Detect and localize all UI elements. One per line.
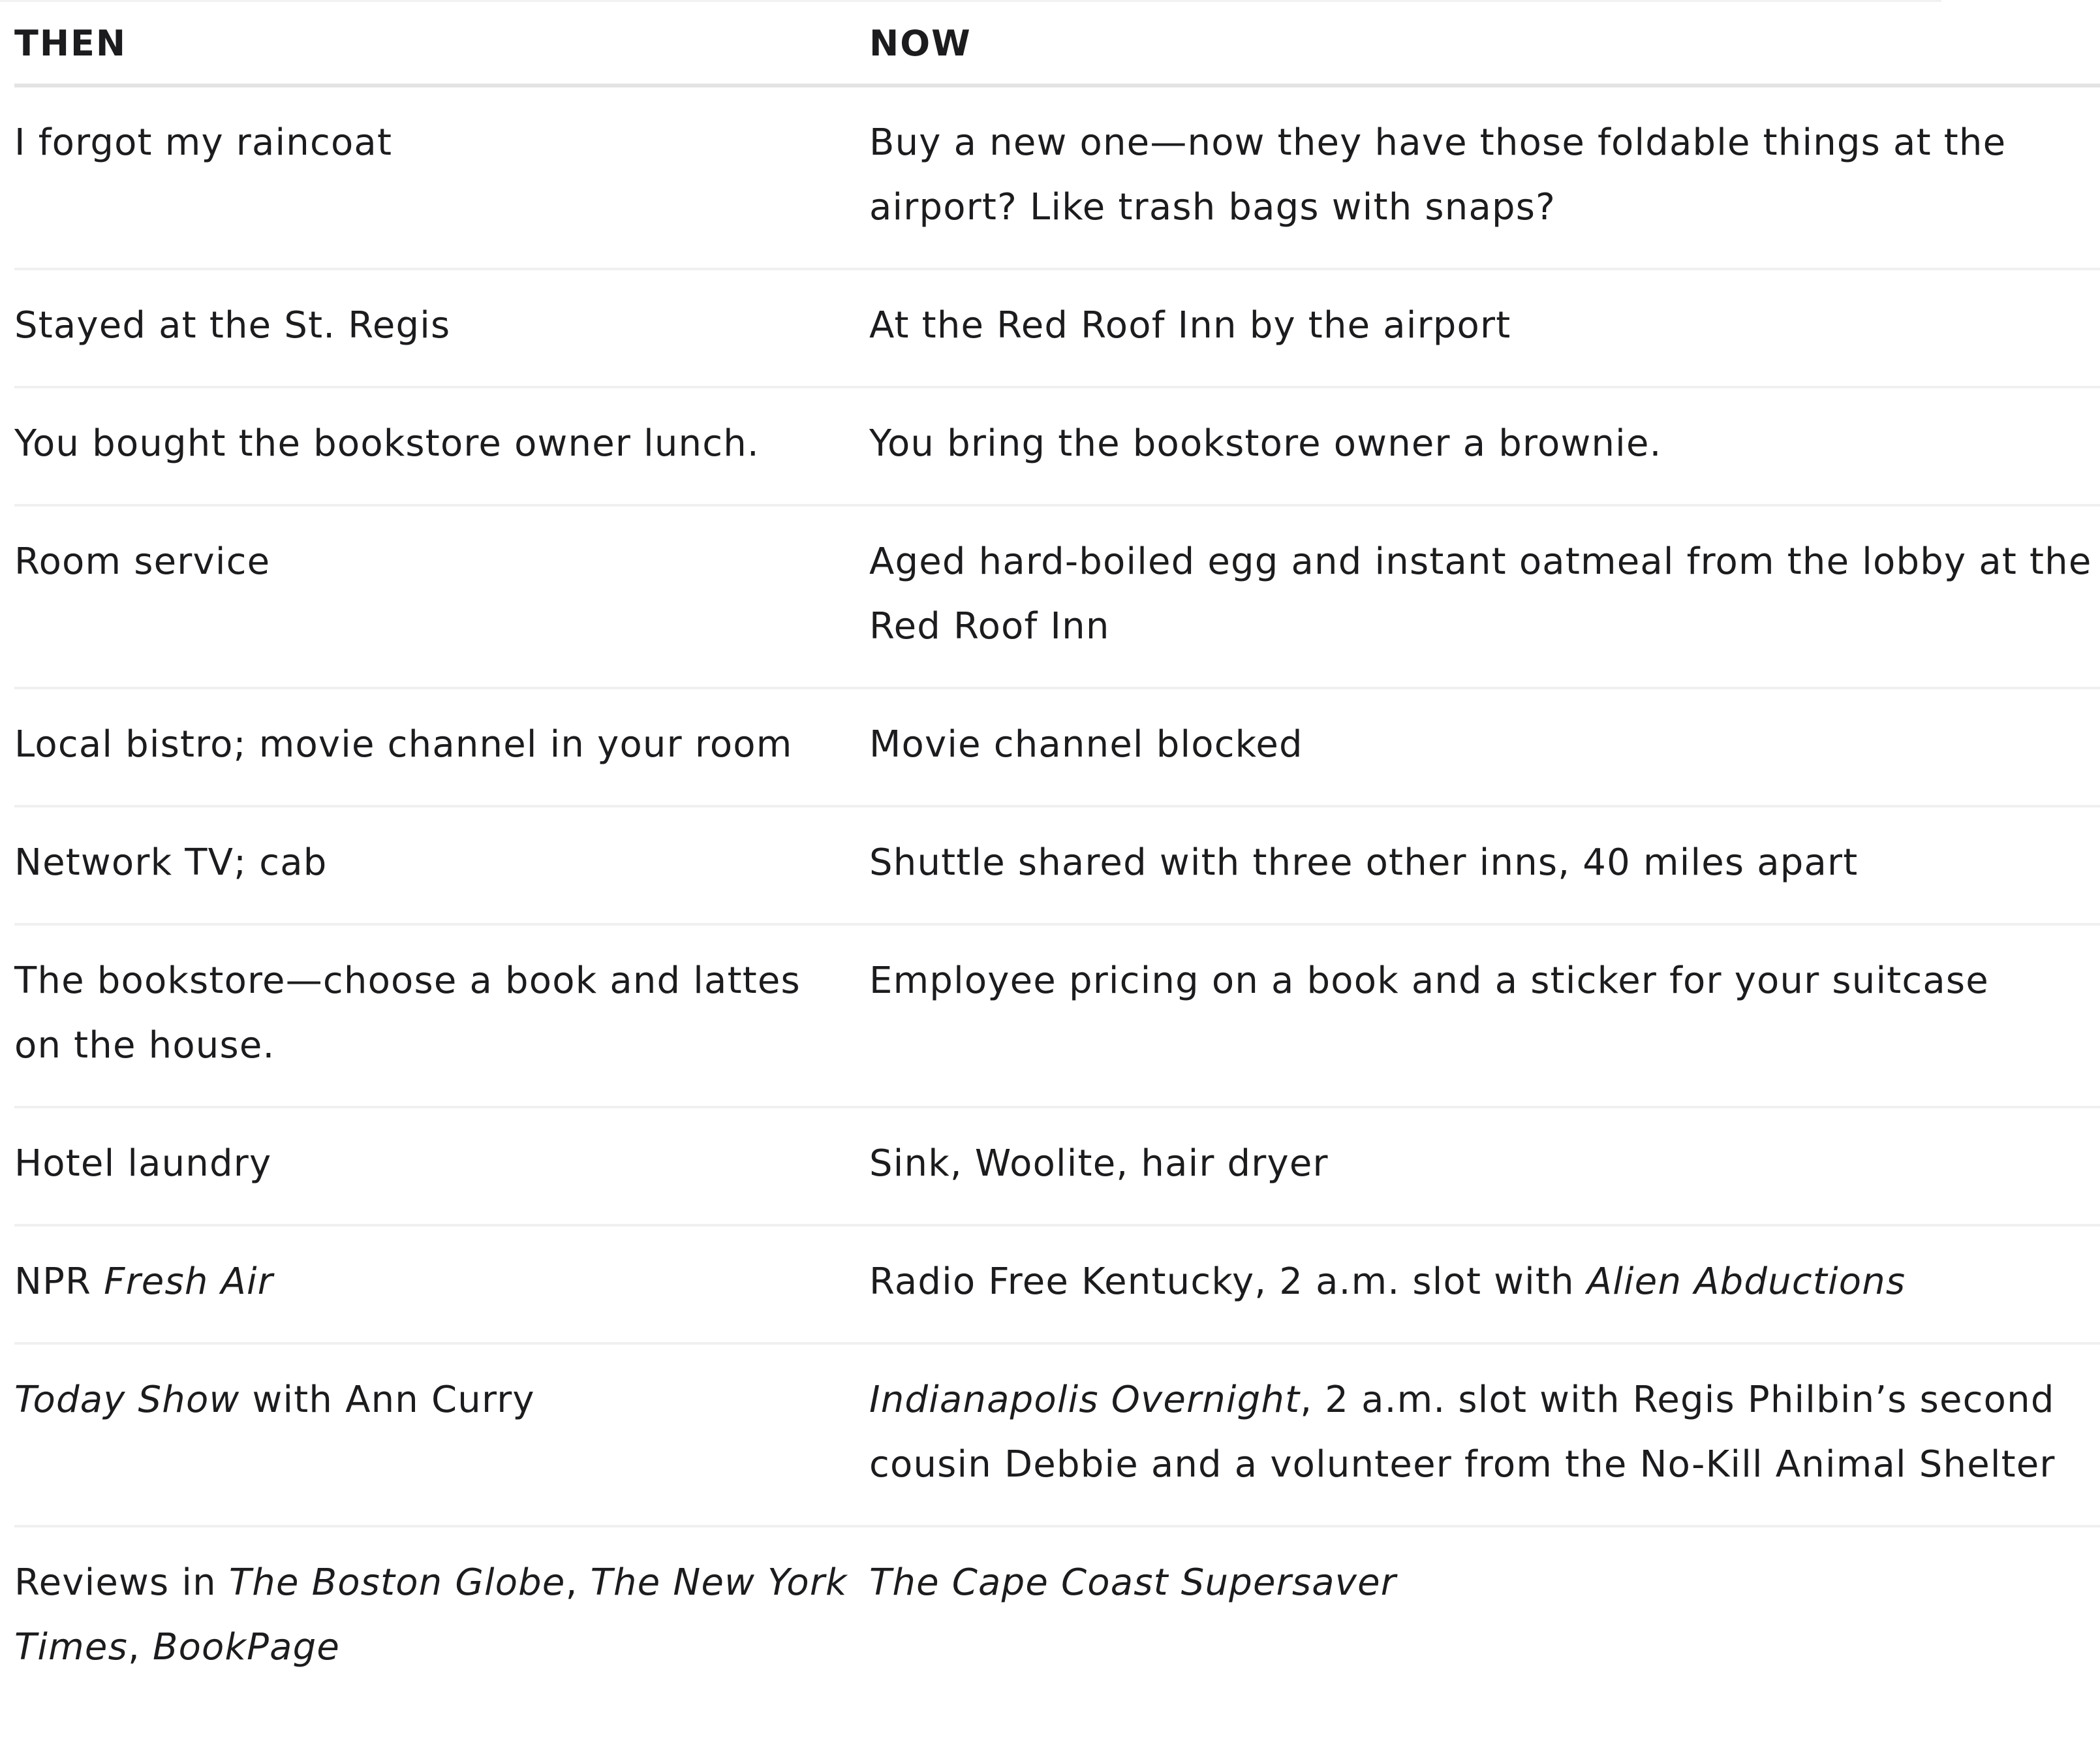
cell-text: Room service: [14, 540, 271, 583]
table-row: [14, 87, 2100, 270]
cell-text: Movie channel blocked: [869, 723, 1303, 766]
cell-then: [14, 807, 869, 923]
cell-now: [869, 507, 2100, 687]
cell-text: You bought the bookstore owner lunch.: [14, 422, 760, 465]
table-row: [14, 1227, 2100, 1345]
cell-text: ,: [127, 1626, 153, 1668]
cell-text: Network TV; cab: [14, 841, 328, 884]
table-row: [14, 1345, 2100, 1527]
table-row: [14, 1108, 2100, 1227]
cell-now: [869, 926, 2100, 1106]
cell-text: You bring the bookstore owner a brownie.: [869, 422, 1662, 465]
italic-text: Fresh Air: [104, 1260, 274, 1303]
italic-text: BookPage: [152, 1626, 341, 1668]
cell-then: [14, 270, 869, 386]
cell-text: I forgot my raincoat: [14, 121, 393, 164]
cell-text: NPR: [14, 1260, 104, 1303]
cell-then: [14, 388, 869, 504]
italic-text: The Cape Coast Supersaver: [869, 1561, 1397, 1604]
table-row: [14, 1527, 2100, 1708]
cell-now: [869, 1527, 2100, 1708]
italic-text: Indianapolis Overnight: [869, 1379, 1301, 1421]
cell-text: with Ann Curry: [239, 1379, 535, 1421]
italic-text: Today Show: [14, 1379, 240, 1421]
cell-text: , 2 a.m. slot with Regis Philbin’s second cousin Debbie and a volunteer from the No-Kill Animal Shelter: [869, 1379, 2056, 1486]
italic-text: The New York Times: [14, 1561, 848, 1668]
cell-text: Radio Free Kentucky, 2 a.m. slot with: [869, 1260, 1587, 1303]
header-then: THEN: [14, 23, 127, 64]
cell-text: Local bistro; movie channel in your room: [14, 723, 793, 766]
table-row: [14, 807, 2100, 926]
cell-text: Employee pricing on a book and a sticker for your suitcase: [869, 960, 1989, 1002]
header-now: NOW: [869, 23, 972, 64]
table-body: [14, 87, 2100, 1708]
cell-now: [869, 87, 2100, 268]
cell-then: [14, 507, 869, 687]
cell-then: [14, 87, 869, 268]
table-row: [14, 388, 2100, 507]
cell-then: [14, 1527, 869, 1708]
cell-then: [14, 689, 869, 805]
cell-now: [869, 1227, 2100, 1342]
cell-now: [869, 1345, 2100, 1525]
cell-text: Buy a new one—now they have those foldable things at the airport? Like trash bags with snaps?: [869, 121, 2007, 228]
table-row: [14, 926, 2100, 1108]
table-row: [14, 507, 2100, 689]
then-now-table: [14, 0, 2100, 1708]
cell-text: ,: [565, 1561, 591, 1604]
cell-then: [14, 1108, 869, 1224]
cell-text: At the Red Roof Inn by the airport: [869, 304, 1511, 347]
cell-then: [14, 1227, 869, 1342]
cell-text: The bookstore—choose a book and lattes on the house.: [14, 960, 801, 1067]
cell-now: [869, 689, 2100, 805]
cell-text: Stayed at the St. Regis: [14, 304, 451, 347]
cell-text: Hotel laundry: [14, 1142, 272, 1185]
italic-text: The Boston Globe: [228, 1561, 566, 1604]
table-header: [14, 0, 2100, 87]
cell-text: Shuttle shared with three other inns, 40 miles apart: [869, 841, 1859, 884]
italic-text: Alien Abductions: [1586, 1260, 1906, 1303]
cell-text: Reviews in: [14, 1561, 229, 1604]
cell-now: [869, 807, 2100, 923]
cell-text: Sink, Woolite, hair dryer: [869, 1142, 1329, 1185]
cell-then: [14, 926, 869, 1106]
cell-now: [869, 1108, 2100, 1224]
cell-then: [14, 1345, 869, 1525]
cell-text: Aged hard-boiled egg and instant oatmeal from the lobby at the Red Roof Inn: [869, 540, 2092, 648]
cell-now: [869, 270, 2100, 386]
cell-now: [869, 388, 2100, 504]
table-row: [14, 689, 2100, 807]
table-row: [14, 270, 2100, 388]
